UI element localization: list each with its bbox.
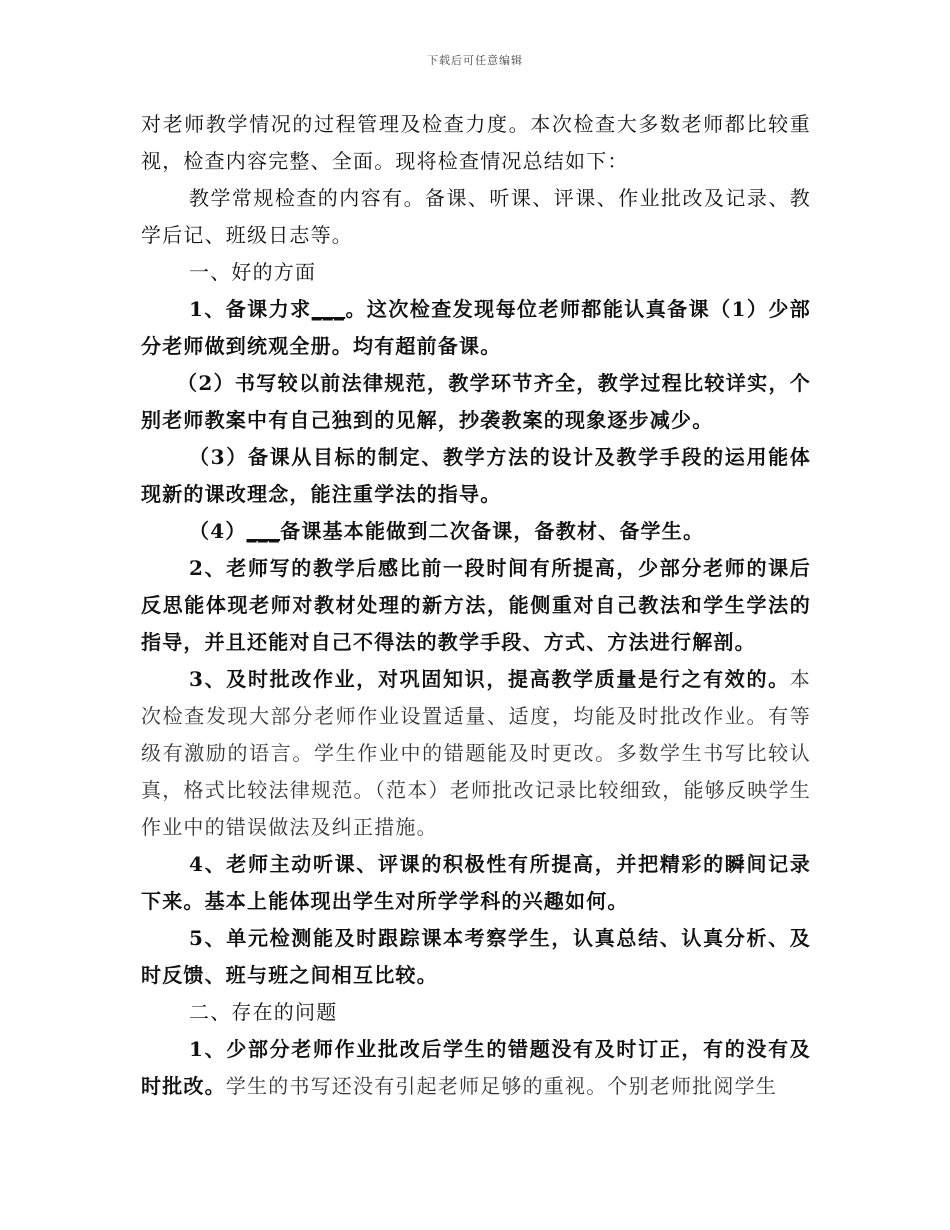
paragraph-intro: 对老师教学情况的过程管理及检查力度。本次检查大多数老师都比较重视，检查内容完整、全面。现将检查情况总结如下： — [141, 112, 811, 173]
paragraph-teaching-reflection: 2、老师写的教学后感比前一段时间有所提高，少部分老师的课后反思能体现老师对教材处理的新方法，能侧重对自己教法和学生学法的指导，并且还能对自己不得法的教学手段、方式、方法进行解剖。 — [141, 556, 811, 654]
paragraph-point-4-before: （4） — [189, 519, 247, 543]
paragraph-point-4 — [141, 513, 811, 550]
paragraph-lesson-prep-after: 。这次检查发现每位老师都能认真备课（1）少部分老师做到统观全册。均有超前备课。 — [141, 297, 811, 358]
paragraph-point-4-after: 备课基本能做到二次备课，备教材、备学生。 — [280, 519, 705, 543]
section-heading-problems: 二、存在的问题 — [189, 1000, 338, 1024]
paragraph-unit-testing: 5、单元检测能及时跟踪课本考察学生，认真总结、认真分析、及时反馈、班与班之间相互比较。 — [141, 926, 811, 987]
section-heading-good-aspects: 一、好的方面 — [189, 260, 317, 284]
paragraph-point-2: （2）书写较以前法律规范，教学环节齐全，教学过程比较详实，个别老师教案中有自己独到的见解，抄袭教案的现象逐步减少。 — [141, 371, 811, 432]
fill-blank: ___ — [311, 297, 346, 321]
paragraph-homework-correction — [141, 661, 811, 846]
paragraph-lesson-prep-before: 1、备课力求 — [189, 297, 312, 321]
paragraph-problem-1 — [141, 1031, 811, 1105]
document-body — [141, 106, 811, 1105]
paragraph-homework-bold: 3、及时批改作业，对巩固知识，提高教学质量是行之有效的。 — [189, 667, 790, 691]
paragraph-problem-1-bold: 1、少部分老师作业批改后学生的错题没有及时订正，有的没有及时批改。 — [141, 1037, 811, 1098]
paragraph-inspection-contents: 教学常规检查的内容有。备课、听课、评课、作业批改及记录、教学后记、班级日志等。 — [141, 186, 811, 247]
paragraph-lesson-prep — [141, 291, 811, 365]
fill-blank: ___ — [246, 519, 281, 543]
page-header: 下载后可任意编辑 — [427, 54, 523, 67]
paragraph-homework-normal: 本次检查发现大部分老师作业设置适量、适度，均能及时批改作业。有等级有激励的语言。学生作业中的错题能及时更改。多数学生书写比较认真，格式比较法律规范。（范本）老师批改记录比较细致，能够反映学生作业中的错误做法及纠正措施。 — [141, 667, 811, 839]
paragraph-problem-1-normal: 学生的书写还没有引起老师足够的重视。个别老师批阅学生 — [225, 1074, 778, 1098]
paragraph-point-3: （3）备课从目标的制定、教学方法的设计及教学手段的运用能体现新的课改理念，能注重学法的指导。 — [141, 445, 811, 506]
paragraph-lesson-observation: 4、老师主动听课、评课的积极性有所提高，并把精彩的瞬间记录下来。基本上能体现出学生对所学学科的兴趣如何。 — [141, 852, 811, 913]
